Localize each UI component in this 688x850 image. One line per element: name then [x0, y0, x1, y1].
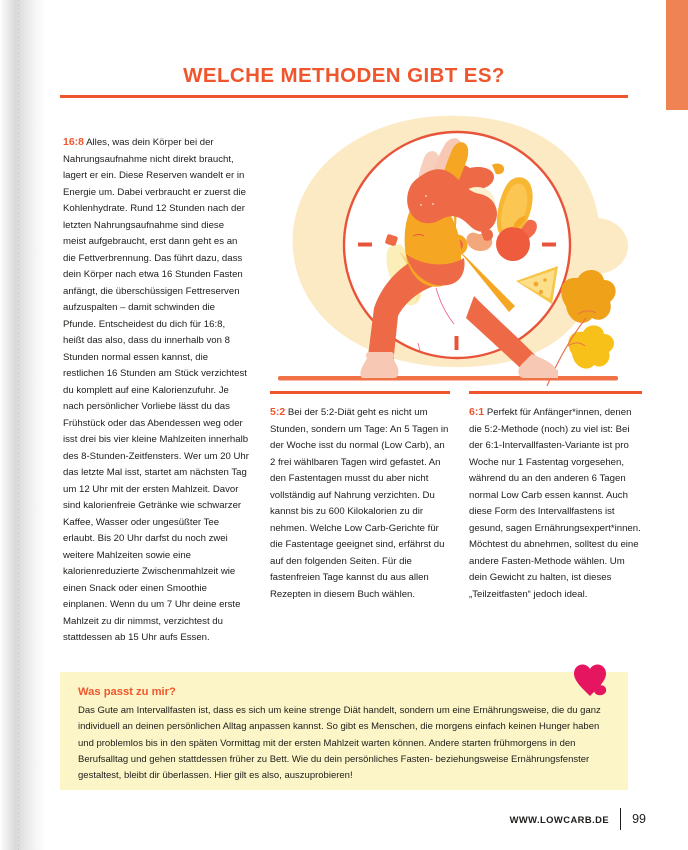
callout-body: Das Gute am Intervallfasten ist, dass es sich um keine strenge Diät handelt, sondern um eine Ernährungsweise, die du ganz individuell an deinen persönlichen Alltag anpassen kannst. So gibt es Menschen, die morgens einfach keinen Hunger haben und problemlos bis in den späten Vormittag mit der ersten Mahlzeit warten können. Andere starten frühmorgens in den Berufsalltag und gehen stattdessen früher zu Bett. Wie du dein persönliches Fasten- beziehungsweise Ernährungsfenster gestaltest, bleibt dir überlassen. Hier gilt es also, auszuprobieren! — [78, 705, 601, 782]
body-text-16-8: Alles, was dein Körper bei der Nahrungsaufnahme nicht direkt braucht, lagert er ein. Diese Reserven wandelt er in Energie um. Dabei verbraucht er zuerst die Kohlenhydrate. Rund 12 Stunden nach der letzten Nahrungsaufnahme sind diese meist aufgebraucht, erst dann geht es an die Fettverbrennung. Das führt dazu, dass dein Körper nach etwa 16 Stunden Fasten anfängt, die überschüssigen Fettreserven aufzuspalten – damit schwinden die Pfunde. Entscheidest du dich für 16:8, heißt das also, dass du innerhalb von 8 Stunden normal essen kannst, die restlichen 16 Stunden am Stück verzichtest du komplett auf eine Kalorienzufuhr. Je nach persönlicher Vorliebe lässt du das Frühstück oder das Abendessen weg oder isst drei bis vier kleine Mahlzeiten innerhalb des 8-Stunden-Zeitfensters. Wer um 20 Uhr das letzte Mal isst, startet am nächsten Tag um 12 Uhr mit der ersten Mahlzeit. Davor sind kalorienfreie Getränke wie schwarzer Kaffee, Wasser oder ungesüßter Tee erlaubt. Bis 20 Uhr darfst du noch zwei weitere Mahlzeiten sowie eine kalorienreduzierte Zwischenmahlzeit wie einen Snack oder einen Smoothie einplanen. Wenn du um 7 Uhr deine erste Mahlzeit zu dir nimmst, verzichtest du stattdessen ab 15 Uhr aufs Essen. — [63, 137, 249, 643]
body-text-6-1: Perfekt für Anfänger*innen, denen die 5:2-Methode (noch) zu viel ist: Bei der 6:1-Intervallfasten-Variante ist pro Woche nur 1 Fastentag vorgesehen, während du an den anderen 6 Tagen normal Low Carb essen kannst. Auch diese Form des Intervallfastens ist gesund, sagen Ernährungsexpert*innen. Möchtest du abnehmen, solltest du eine andere Fasten-Methode wählen. Um dein Gewicht zu halten, ist dieses „Teilzeitfasten“ jedoch ideal. — [469, 407, 641, 600]
page-title: WELCHE METHODEN GIBT ES? — [183, 64, 505, 87]
ground-line — [278, 376, 618, 381]
paragraph-5-2 — [270, 404, 450, 603]
footer-separator — [620, 808, 621, 830]
lead-in-5-2: 5:2 — [270, 406, 286, 418]
callout-box — [60, 672, 628, 790]
column-16-8 — [63, 134, 249, 647]
spine-line — [18, 0, 19, 850]
spine-shadow — [0, 0, 46, 850]
edge-tab — [666, 0, 688, 110]
page-number: 99 — [632, 812, 646, 826]
lead-in-16-8: 16:8 — [63, 136, 85, 148]
paragraph-6-1 — [469, 404, 642, 603]
footer-url: WWW.LOWCARB.DE — [509, 813, 610, 825]
column-divider-6-1 — [469, 391, 642, 394]
callout-title: Was passt zu mir? — [78, 686, 176, 698]
column-5-2 — [270, 404, 450, 603]
body-text-5-2: Bei der 5:2-Diät geht es nicht um Stunden, sondern um Tage: An 5 Tagen in der Woche isst du normal (Low Carb), an 2 frei wählbaren Tagen wird gefastet. An den Fastentagen musst du aber nicht vollständig auf Nahrung verzichten. Du kannst bis zu 600 Kilokalorien zu dir nehmen. Welche Low Carb-Gerichte für die Fastentage geeignet sind, erfährst du auf den folgenden Seiten. Für die fastenfreien Tage kannst du aus allen Rezepten in diesem Buch wählen. — [270, 407, 449, 600]
column-6-1 — [469, 404, 642, 603]
title-divider — [60, 95, 628, 98]
footer — [510, 808, 646, 830]
heart-icon — [570, 660, 610, 700]
paragraph-16-8 — [63, 134, 249, 647]
yoga-clock-illustration — [266, 108, 648, 390]
column-divider-5-2 — [270, 391, 450, 394]
lead-in-6-1: 6:1 — [469, 406, 485, 418]
